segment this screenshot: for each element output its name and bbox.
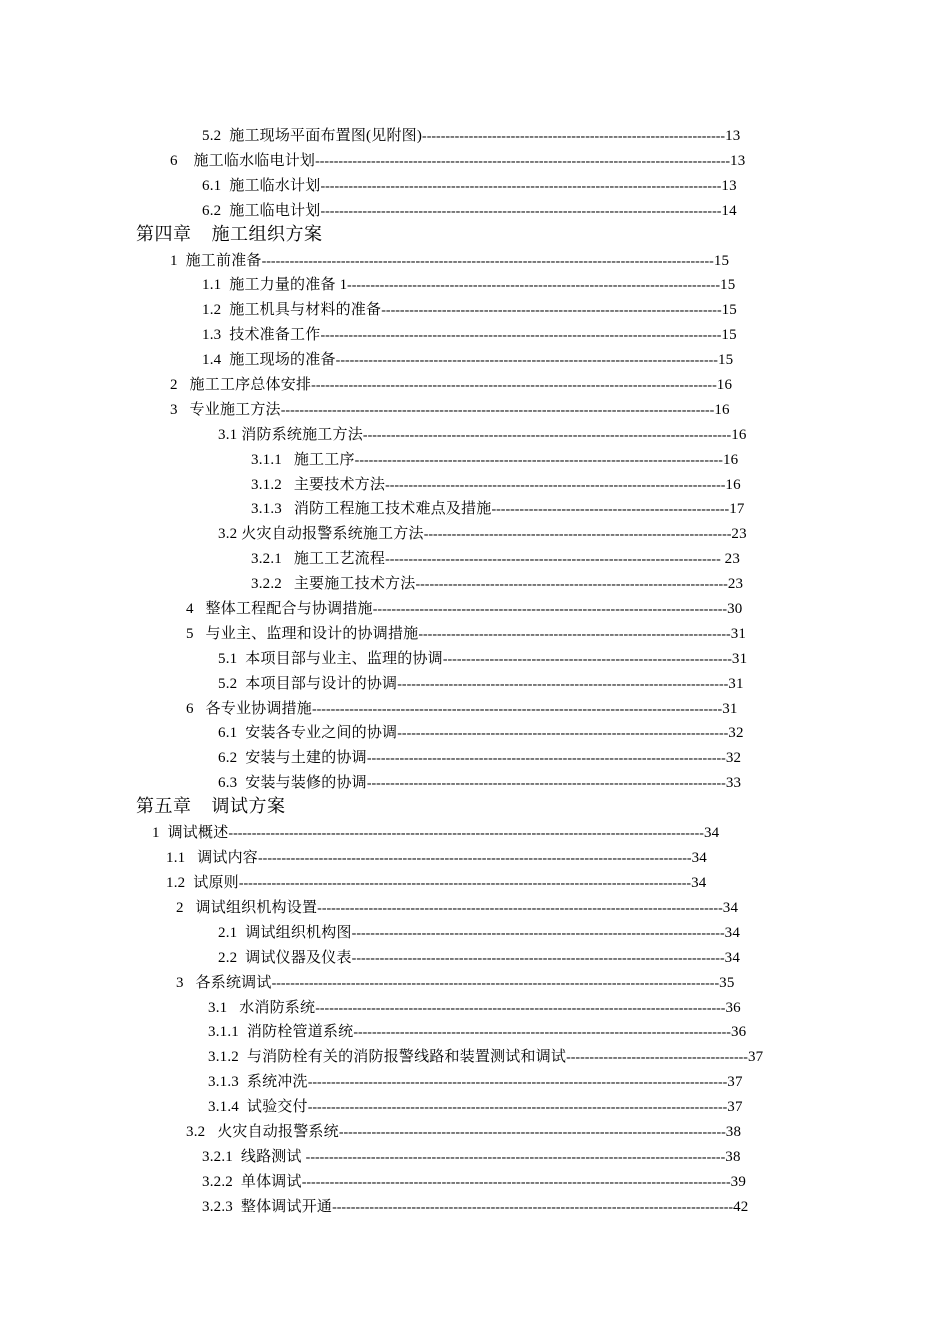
dot-leader: ---------------------------------------------------------------------------- [372,602,728,617]
toc-page-number: 13 [730,153,746,169]
toc-entry[interactable] [186,597,771,621]
dot-leader: ------------------------------------------------------------------------------------------ [307,1100,728,1115]
toc-entry[interactable] [208,1095,775,1119]
toc-page-number: 36 [730,1024,747,1040]
dot-leader: ----------------------------------------------------------------- [422,129,726,144]
toc-entry-title: 6.2 安装与土建的协调 [218,750,367,766]
toc-entry-title: 3.2.2 单体调试 [202,1174,302,1190]
chapter-heading: 第五章 调试方案 [136,796,286,816]
toc-page-number: 16 [714,402,730,418]
dot-leader: --------------------------------------------------------------------------------------- [317,901,723,916]
toc-entry-title: 3.1.4 试验交付 [208,1099,308,1115]
toc-entry[interactable] [202,1195,781,1219]
toc-page-number: 31 [722,701,738,717]
toc-entry[interactable] [251,497,767,521]
toc-page-number: 15 [713,253,730,269]
toc-page-number: 34 [691,850,707,866]
toc-entry[interactable] [170,249,766,273]
toc-entry[interactable] [218,647,773,671]
toc-page-number: 36 [725,1000,741,1016]
toc-entry[interactable] [208,1020,775,1044]
dot-leader: -------------------------------------------------------------------------------------- [320,179,722,194]
toc-page-number: 35 [719,975,735,991]
dot-leader: ------------------------------------------------------------------------------------------------------ [228,826,704,841]
toc-entry[interactable] [218,921,773,945]
toc-entry[interactable] [202,348,767,372]
toc-page-number: 33 [725,775,742,791]
toc-entry-title: 6.2 施工临电计划 [202,203,321,219]
dot-leader: -------------------------------------------------------------------------------------- [332,1200,734,1215]
toc-page-number: 31 [730,626,747,642]
toc-entry-title: 6.3 安装与装修的协调 [218,775,367,791]
toc-entry[interactable] [218,946,773,970]
dot-leader: ---------------------------------------------------------------------------------------- [315,1001,726,1016]
dot-leader: -------------------------------------------------------------------------------- [351,926,725,941]
toc-page-number: 23 [720,551,741,567]
dot-leader: -------------------------------------------------------------------------------- [347,278,720,293]
dot-leader: ------------------------------------------------------------------------- [385,478,726,493]
dot-leader: ----------------------------------------------------------------------- [397,726,729,741]
dot-leader: ----------------------------------------------------------------------------------- [338,1125,726,1140]
toc-page-number: 37 [727,1099,743,1115]
toc-page-number: 38 [725,1124,742,1140]
toc-page-number: 14 [721,203,737,219]
toc-page-number: 37 [727,1074,743,1090]
toc-entry[interactable] [170,398,766,422]
toc-entry-title: 2.2 调试仪器及仪表 [218,950,352,966]
dot-leader: ----------------------------------------------------------------------------- [366,776,726,791]
toc-entry-title: 1.4 施工现场的准备 [202,352,336,368]
toc-entry[interactable] [218,771,773,795]
toc-page-number: 32 [725,750,742,766]
dot-leader: ------------------------------------------------------------------------------------------------- [238,876,692,891]
toc-entry-title: 3.1.2 主要技术方法 [251,477,386,493]
toc-entry-title: 3.2 火灾自动报警系统施工方法 [218,526,424,542]
toc-entry-title: 2.1 调试组织机构图 [218,925,352,941]
dot-leader: --------------------------------------------------------------------------------------------- [258,851,692,866]
toc-entry[interactable] [170,373,766,397]
dot-leader: --------------------------------------------------------------------------------------- [311,378,717,393]
toc-entry-title: 3 专业施工方法 [170,402,281,418]
toc-entry[interactable] [202,298,767,322]
toc-page-number: 13 [721,178,737,194]
toc-page-number: 37 [747,1049,764,1065]
dot-leader: ------------------------------------------------------------------------------- [354,453,723,468]
toc-page-number: 42 [733,1199,749,1215]
toc-entry[interactable] [251,547,767,571]
toc-page-number: 16 [725,477,741,493]
toc-entry[interactable] [202,124,767,148]
toc-page-number: 34 [691,875,707,891]
toc-page-number: 34 [724,950,741,966]
toc-entry-title: 3.2 火灾自动报警系统 [186,1124,339,1140]
toc-entry-title: 3.2.1 线路测试 [202,1149,306,1165]
chapter-heading: 第四章 施工组织方案 [136,224,323,244]
toc-entry-title: 2 调试组织机构设置 [176,900,318,916]
toc-entry[interactable] [170,149,780,173]
toc-entry[interactable] [166,846,742,870]
toc-entry-title: 3 各系统调试 [176,975,272,991]
toc-entry-title: 5 与业主、监理和设计的协调措施 [186,626,419,642]
dot-leader: --------------------------------------------------- [491,502,730,517]
toc-page-number: 23 [731,526,747,542]
toc-entry-title: 3.1.1 消防栓管道系统 [208,1024,354,1040]
toc-page-number: 34 [724,925,741,941]
toc-page-number: 31 [731,651,748,667]
toc-page-number: 32 [728,725,744,741]
toc-entry-title: 1 调试概述 [152,825,229,841]
toc-entry[interactable] [218,672,773,696]
toc-entry[interactable] [218,721,773,745]
dot-leader: ------------------------------------------------------------------ [423,527,732,542]
toc-page-number: 15 [721,302,738,318]
toc-page-number: 13 [725,128,741,144]
toc-entry-title: 3.1 消防系统施工方法 [218,427,363,443]
toc-entry-title: 6 各专业协调措施 [186,701,312,717]
toc-entry-title: 6.1 安装各专业之间的协调 [218,725,398,741]
toc-entry[interactable] [176,971,773,995]
dot-leader: ----------------------------------------------------------------------- [397,677,729,692]
dot-leader: -------------------------------------------------------------------------------------- [320,328,722,343]
toc-entry[interactable] [202,174,767,198]
toc-entry[interactable] [251,473,767,497]
dot-leader: ------------------------------------------------------------------------------------------------ [271,976,720,991]
toc-page-number: 15 [721,327,737,343]
toc-entry[interactable] [186,697,771,721]
toc-entry-title: 5.2 本项目部与设计的协调 [218,676,398,692]
toc-page-number: 15 [717,352,734,368]
toc-entry[interactable] [186,622,773,646]
toc-entry[interactable] [218,423,775,447]
dot-leader: --------------------------------------------------------------------------------- [353,1025,731,1040]
toc-page-number: 34 [703,825,720,841]
toc-page-number: 15 [720,277,736,293]
dot-leader: ------------------------------------------------------------------------------------------ [305,1150,726,1165]
toc-entry[interactable] [208,1070,775,1094]
dot-leader: ---------------------------------------------------------------------------------------- [311,702,723,717]
toc-entry-title: 3.2.2 主要施工技术方法 [251,576,416,592]
toc-entry[interactable] [251,448,767,472]
toc-entry[interactable] [202,323,767,347]
toc-page-number: 34 [722,900,739,916]
toc-entry[interactable] [202,1145,773,1169]
dot-leader: -------------------------------------------------------------- [442,652,732,667]
toc-entry-title: 6 施工临水临电计划 [170,153,316,169]
toc-page-number: 30 [727,601,743,617]
toc-page-number: 31 [728,676,744,692]
toc-entry-title: 1 施工前准备 [170,253,262,269]
toc-page-number: 16 [722,452,739,468]
toc-entry[interactable] [218,522,775,546]
toc-page-number: 17 [729,501,745,517]
toc-page-number: 23 [727,576,744,592]
toc-entry-title: 3.1 水消防系统 [208,1000,316,1016]
dot-leader: ------------------------------------------------------------------------- [381,303,722,318]
dot-leader: -------------------------------------------------------------------------------------- [320,204,722,219]
toc-entry-title: 3.1.2 与消防栓有关的消防报警线路和装置测试和调试 [208,1049,567,1065]
toc-page-number: 38 [725,1149,741,1165]
toc-page-number: 16 [731,427,747,443]
toc-entry[interactable] [152,821,757,845]
toc-entry[interactable] [208,996,774,1020]
dot-leader: ------------------------------------------------------------------------------- [362,428,732,443]
toc-entry-title: 2 施工工序总体安排 [170,377,312,393]
dot-leader: --------------------------------------- [566,1050,748,1065]
toc-entry[interactable] [202,1170,781,1194]
toc-entry-title: 4 整体工程配合与协调措施 [186,601,373,617]
toc-entry-title: 3.1.3 系统冲洗 [208,1074,308,1090]
toc-entry-title: 6.1 施工临水计划 [202,178,321,194]
toc-entry[interactable] [208,1045,781,1069]
dot-leader: ------------------------------------------------------------------- [415,577,728,592]
dot-leader: ---------------------------------------------------------------------------------- [335,353,718,368]
dot-leader: ------------------------------------------------------------------------------------------------- [261,254,714,269]
dot-leader: ------------------------------------------------------------------------------------------ [307,1075,728,1090]
dot-leader: ----------------------------------------------------------------------------------------- [315,154,731,169]
toc-page-number: 39 [730,1174,747,1190]
dot-leader: ------------------------------------------------------------------- [418,627,731,642]
toc-entry-title: 3.2.1 施工工艺流程 [251,551,386,567]
toc-entry-title: 1.3 技术准备工作 [202,327,321,343]
toc-page-number: 16 [716,377,733,393]
toc-entry-title: 1.2 施工机具与材料的准备 [202,302,382,318]
dot-leader: -------------------------------------------------------------------------------- [351,951,725,966]
toc-entry[interactable] [251,572,767,596]
toc-entry-title: 5.1 本项目部与业主、监理的协调 [218,651,443,667]
toc-entry-title: 1.1 施工力量的准备 1 [202,277,348,293]
toc-entry-title: 1.1 调试内容 [166,850,259,866]
toc-entry-title: 3.1.3 消防工程施工技术难点及措施 [251,501,492,517]
dot-leader: --------------------------------------------------------------------------------------------- [280,403,715,418]
toc-entry[interactable] [186,1120,773,1144]
toc-entry-title: 1.2 试原则 [166,875,239,891]
dot-leader: ----------------------------------------------------------------------------- [366,751,726,766]
toc-entry-title: 3.2.3 整体调试开通 [202,1199,333,1215]
dot-leader: -------------------------------------------------------------------------------------------- [301,1175,731,1190]
toc-entry[interactable] [202,273,767,297]
toc-entry-title: 3.1.1 施工工序 [251,452,355,468]
toc-entry-title: 5.2 施工现场平面布置图(见附图) [202,128,423,144]
toc-entry[interactable] [166,871,742,895]
toc-entry[interactable] [218,746,773,770]
toc-entry[interactable] [176,896,773,920]
dot-leader: ------------------------------------------------------------------------ [385,552,721,567]
